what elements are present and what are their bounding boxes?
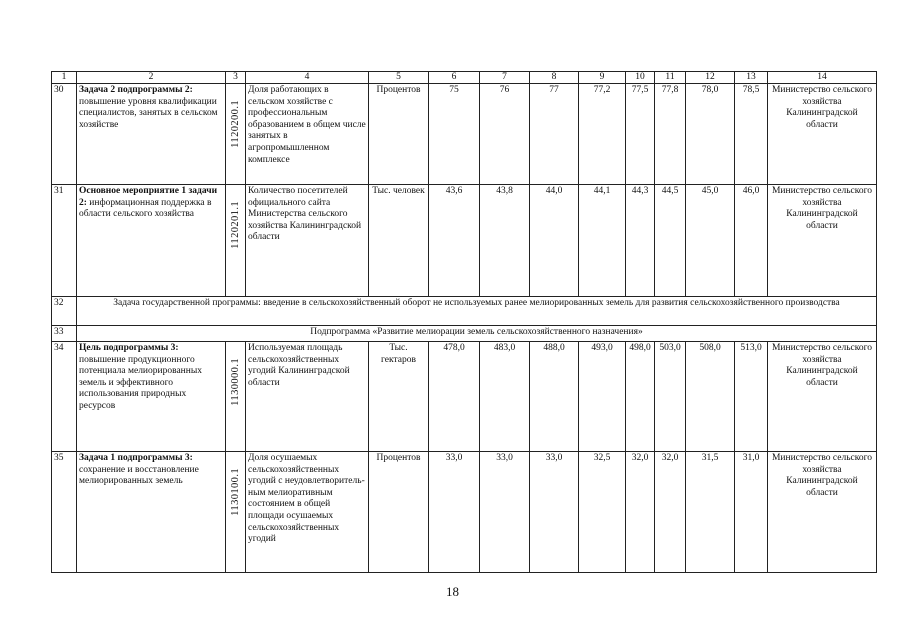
value-cell: 488,0 <box>530 342 579 452</box>
goal-description: повышение уровня квалификации специалистов, занятых в сельском хозяйстве <box>79 96 218 130</box>
value-cell: 44,3 <box>626 185 655 297</box>
goal-title: Цель подпрограммы 3: <box>79 343 179 353</box>
column-number: 9 <box>579 72 626 84</box>
value-cell: 45,0 <box>686 185 735 297</box>
column-number: 1 <box>52 72 77 84</box>
value-cell: 493,0 <box>579 342 626 452</box>
value-cell: 33,0 <box>530 452 579 573</box>
value-cell: 44,1 <box>579 185 626 297</box>
column-number: 2 <box>77 72 226 84</box>
goal-title: Задача 2 подпрограммы 2: <box>79 85 193 95</box>
value-cell: 43,8 <box>480 185 530 297</box>
indicator-name: Доля работающих в сельском хозяйстве с профессиональным образованием в общем числе занятых в агропромышленном комплексе <box>246 84 369 185</box>
value-cell: 78,5 <box>735 84 768 185</box>
column-number: 12 <box>686 72 735 84</box>
value-cell: 78,0 <box>686 84 735 185</box>
value-cell: 44,0 <box>530 185 579 297</box>
indicator-code-cell <box>226 185 246 297</box>
value-cell: 483,0 <box>480 342 530 452</box>
indicator-name: Количество посетителей официального сайта Министерства сельского хозяйства Калининградской области <box>246 185 369 297</box>
goal-title: Основное мероприятие 1 задачи 2: <box>79 186 218 208</box>
table-row <box>52 185 877 297</box>
column-number: 10 <box>626 72 655 84</box>
program-task-heading: Задача государственной программы: введение в сельскохозяйственный оборот не используемых ранее мелиорированных земель для развития сельскохозяйственного производства <box>77 297 877 326</box>
goal-description: сохранение и восстановление мелиорированных земель <box>79 464 199 487</box>
column-number: 7 <box>480 72 530 84</box>
table-row <box>52 84 877 185</box>
indicator-code: 1130100.1 <box>229 468 241 516</box>
value-cell: 77,5 <box>626 84 655 185</box>
subprogram-heading: Подпрограмма «Развитие мелиорации земель сельскохозяйственного назначения» <box>77 326 877 342</box>
indicator-name: Используемая площадь сельскохозяйственных угодий Калининградской области <box>246 342 369 452</box>
indicator-code: 1120201.1 <box>229 201 241 249</box>
column-number: 14 <box>768 72 877 84</box>
value-cell: 32,5 <box>579 452 626 573</box>
value-cell: 46,0 <box>735 185 768 297</box>
value-cell: 77,2 <box>579 84 626 185</box>
indicator-code-cell <box>226 342 246 452</box>
goal-title: Задача 1 подпрограммы 3: <box>79 453 193 463</box>
goal-cell <box>77 452 226 573</box>
value-cell: 77,8 <box>655 84 686 185</box>
unit: Процентов <box>369 452 429 573</box>
value-cell: 75 <box>429 84 480 185</box>
responsible-ministry: Министерство сельского хозяйства Калининградской области <box>768 185 877 297</box>
column-number: 4 <box>246 72 369 84</box>
column-number-row <box>52 72 877 84</box>
value-cell: 508,0 <box>686 342 735 452</box>
value-cell: 77 <box>530 84 579 185</box>
column-number: 5 <box>369 72 429 84</box>
value-cell: 33,0 <box>429 452 480 573</box>
value-cell: 31,5 <box>686 452 735 573</box>
value-cell: 478,0 <box>429 342 480 452</box>
value-cell: 513,0 <box>735 342 768 452</box>
column-number: 8 <box>530 72 579 84</box>
goal-cell <box>77 84 226 185</box>
value-cell: 32,0 <box>655 452 686 573</box>
page-number: 18 <box>446 584 459 599</box>
value-cell: 33,0 <box>480 452 530 573</box>
column-number: 3 <box>226 72 246 84</box>
indicator-code: 1130000.1 <box>229 358 241 406</box>
row-number: 35 <box>52 452 77 573</box>
responsible-ministry: Министерство сельского хозяйства Калининградской области <box>768 452 877 573</box>
row-number: 34 <box>52 342 77 452</box>
unit: Тыс. человек <box>369 185 429 297</box>
row-number: 32 <box>52 297 77 326</box>
value-cell: 31,0 <box>735 452 768 573</box>
row-number: 33 <box>52 326 77 342</box>
column-number: 6 <box>429 72 480 84</box>
value-cell: 32,0 <box>626 452 655 573</box>
indicator-code-cell <box>226 84 246 185</box>
goal-description: повышение продукционного потенциала мелиорированных земель и эффективного использования природных ресурсов <box>79 354 202 411</box>
responsible-ministry: Министерство сельского хозяйства Калининградской области <box>768 84 877 185</box>
unit: Процентов <box>369 84 429 185</box>
unit: Тыс. гектаров <box>369 342 429 452</box>
indicator-name: Доля осушаемых сельскохозяйственных угодий с неудовлетворитель-ным мелиоративным состоянием в общей площади осушаемых сельскохозяйственных угодий <box>246 452 369 573</box>
row-number: 30 <box>52 84 77 185</box>
goal-cell <box>77 342 226 452</box>
indicators-table <box>51 71 877 573</box>
value-cell: 498,0 <box>626 342 655 452</box>
indicator-code: 1120200.1 <box>229 100 241 148</box>
value-cell: 503,0 <box>655 342 686 452</box>
column-number: 13 <box>735 72 768 84</box>
table-row <box>52 297 877 326</box>
goal-cell <box>77 185 226 297</box>
table-row <box>52 326 877 342</box>
goal-description: информационная поддержка в области сельского хозяйства <box>79 197 212 220</box>
indicator-code-cell <box>226 452 246 573</box>
responsible-ministry: Министерство сельского хозяйства Калининградской области <box>768 342 877 452</box>
value-cell: 44,5 <box>655 185 686 297</box>
row-number: 31 <box>52 185 77 297</box>
value-cell: 76 <box>480 84 530 185</box>
table-row <box>52 342 877 452</box>
value-cell: 43,6 <box>429 185 480 297</box>
table-row <box>52 452 877 573</box>
column-number: 11 <box>655 72 686 84</box>
